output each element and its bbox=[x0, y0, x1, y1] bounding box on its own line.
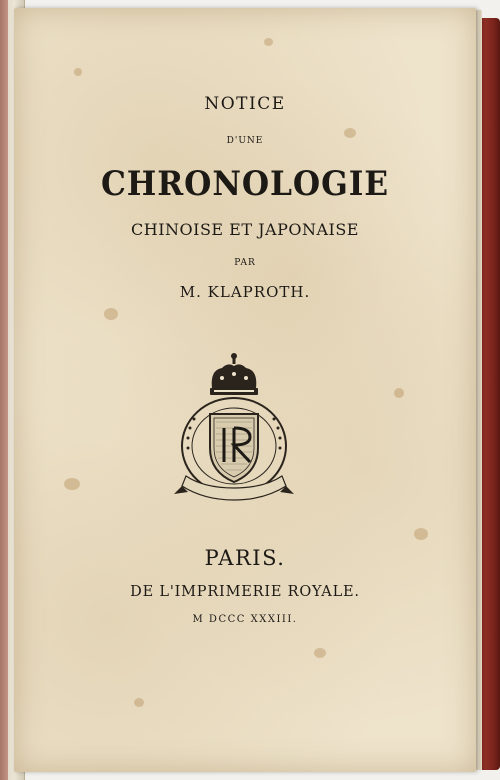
foxing-spot bbox=[74, 68, 82, 76]
foxing-spot bbox=[394, 388, 404, 398]
left-binding-strip bbox=[0, 0, 8, 780]
imprint-printer: DE L'IMPRIMERIE ROYALE. bbox=[130, 584, 360, 600]
heading-of: D'UNE bbox=[226, 136, 264, 146]
heading-notice: NOTICE bbox=[204, 94, 286, 114]
author: M. KLAPROTH. bbox=[179, 283, 311, 301]
foxing-spot bbox=[414, 528, 428, 540]
main-title: CHRONOLOGIE bbox=[100, 164, 390, 204]
by-line: PAR bbox=[234, 258, 256, 268]
subtitle: CHINOISE ET JAPONAISE bbox=[131, 220, 359, 239]
foxing-spot bbox=[314, 648, 326, 658]
royal-crest-icon bbox=[164, 348, 304, 508]
foxing-spot bbox=[64, 478, 80, 490]
foxing-spot bbox=[134, 698, 144, 707]
foxing-spot bbox=[264, 38, 273, 46]
imprint-year: M DCCC XXXIII. bbox=[192, 614, 298, 625]
foxing-spot bbox=[104, 308, 118, 320]
title-page bbox=[14, 8, 476, 772]
imprint-city: PARIS. bbox=[204, 546, 286, 570]
